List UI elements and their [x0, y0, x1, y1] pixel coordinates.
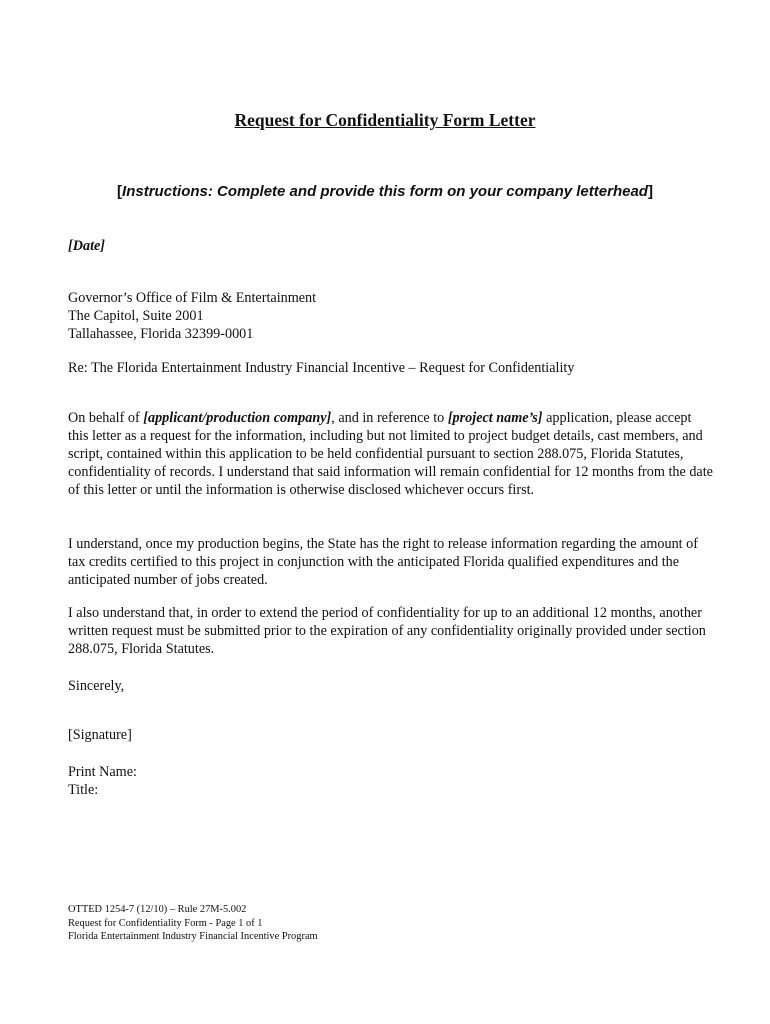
instructions-close-bracket: ]	[647, 183, 653, 200]
instructions-line	[0, 183, 770, 200]
closing: Sincerely,	[68, 678, 125, 694]
paragraph-1-lead: On behalf of	[68, 410, 144, 426]
subject-line: Re: The Florida Entertainment Industry Financial Incentive – Request for Confidentiality	[68, 360, 575, 376]
footer	[68, 903, 668, 944]
recipient-address	[68, 289, 713, 343]
footer-line-3: Florida Entertainment Industry Financial Incentive Program	[68, 931, 318, 942]
instructions-text: Instructions: Complete and provide this form on your company letterhead	[122, 183, 648, 200]
print-name-label: Print Name:	[68, 764, 137, 780]
paragraph-2: I understand, once my production begins, the State has the right to release information regarding the amount of tax credits certified to this project in conjunction with the anticipated Florida qualified expenditures and the anticipated number of jobs created.	[68, 536, 698, 588]
address-line-2: The Capitol, Suite 2001	[68, 308, 204, 324]
project-placeholder: [project name’s]	[447, 410, 543, 426]
instructions-open-bracket: [	[117, 183, 123, 200]
paragraph-3: I also understand that, in order to extend the period of confidentiality for up to an additional 12 months, another written request must be submitted prior to the expiration of any confidentiality originally provided under section 288.075, Florida Statutes.	[68, 605, 706, 657]
address-line-1: Governor’s Office of Film & Entertainment	[68, 290, 317, 306]
paragraph-1-middle: , and in reference to	[331, 410, 448, 426]
address-line-3: Tallahassee, Florida 32399-0001	[68, 326, 254, 342]
signature-placeholder: [Signature]	[68, 727, 132, 743]
footer-line-1: OTTED 1254-7 (12/10) – Rule 27M-5.002	[68, 904, 247, 915]
date-placeholder: [Date]	[68, 238, 106, 254]
paragraph-1	[68, 409, 713, 499]
company-placeholder: [applicant/production company]	[143, 410, 332, 426]
footer-line-2: Request for Confidentiality Form - Page 1 of 1	[68, 917, 263, 929]
paragraph-1-rest: application, please accept this letter as a request for the information, including but not limited to project budget details, cast members, and script, contained within this application to be held confidential pursuant to section 288.075, Florida Statutes, confidentiality of records. I understand that said information will remain confidential for 12 months from the date of this letter or until the information is otherwise disclosed whichever occurs first.	[68, 410, 713, 498]
document-title: Request for Confidentiality Form Letter	[234, 110, 536, 130]
title-label: Title:	[68, 782, 99, 798]
